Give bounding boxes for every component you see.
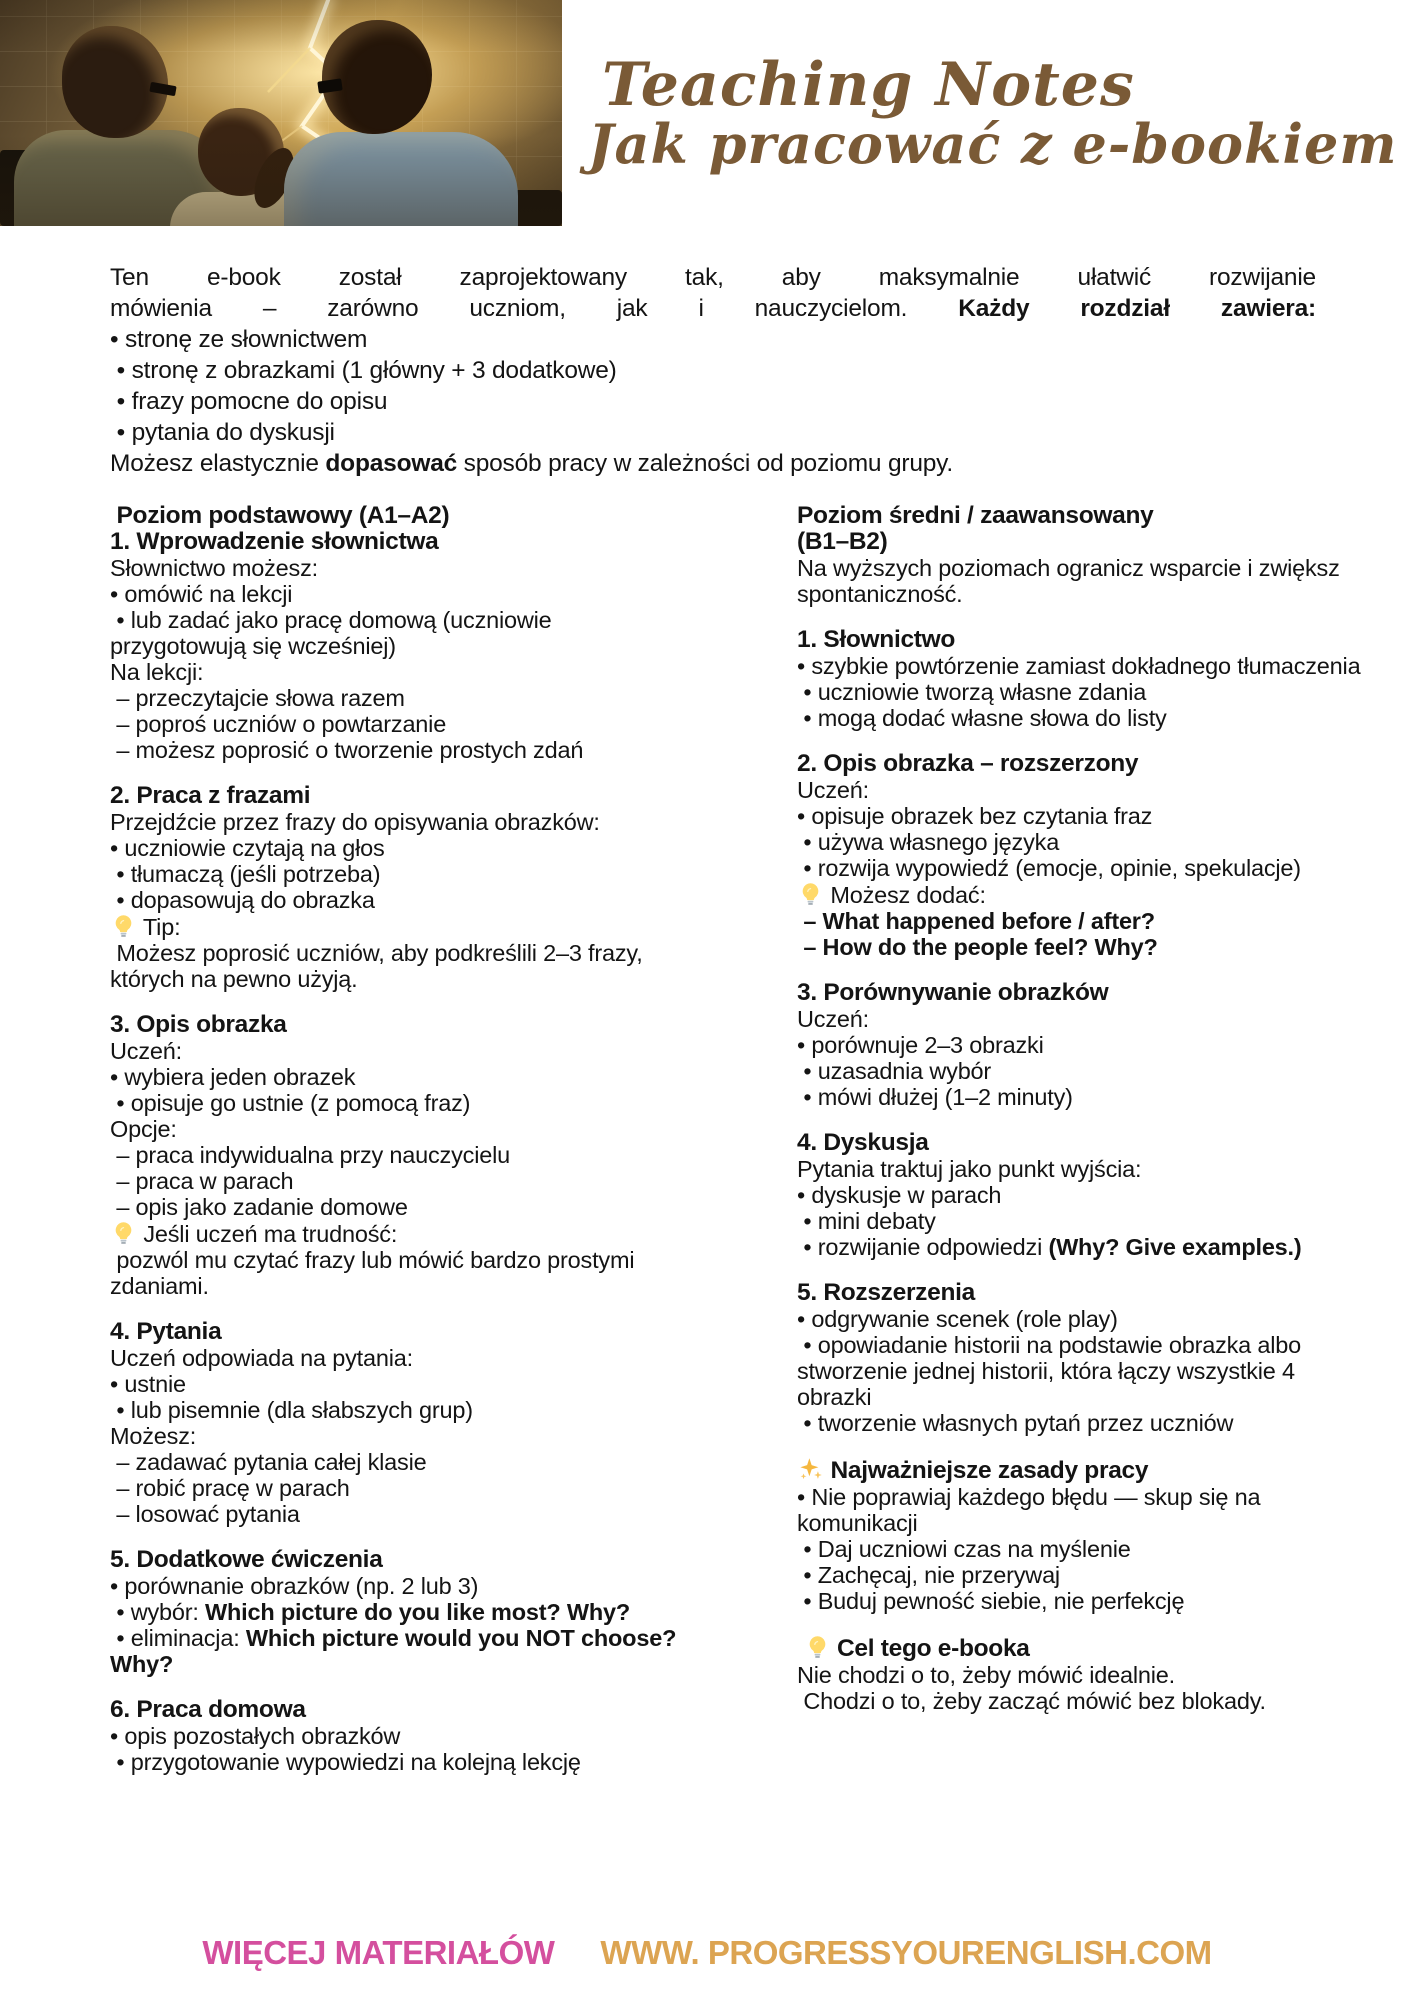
two-column-body: [110, 503, 1372, 1775]
text-run: • mówi dłużej (1–2 minuty): [797, 1084, 1073, 1110]
text-run: Nie chodzi o to, żeby mówić idealnie.: [797, 1662, 1175, 1688]
text-line: [110, 1142, 685, 1168]
section-heading: [797, 1280, 1372, 1306]
text-line: [110, 1449, 685, 1475]
right-column-intermediate-level: [797, 503, 1372, 1775]
text-line: [110, 887, 685, 913]
text-run: 6. Praca domowa: [110, 1696, 306, 1723]
text-line: [110, 1501, 685, 1527]
text-run: • frazy pomocne do opisu: [110, 388, 388, 415]
text-run: (Why? Give examples.): [1048, 1234, 1302, 1260]
text-line: [110, 324, 1316, 355]
text-line: [797, 934, 1372, 960]
text-line: [797, 1410, 1372, 1436]
text-line: [110, 355, 1316, 386]
left-column-basic-level: [110, 503, 685, 1775]
text-run: Chodzi o to, żeby zacząć mówić bez blokady.: [797, 1688, 1266, 1714]
text-run: • używa własnego języka: [797, 829, 1060, 855]
section-heading: [797, 529, 1372, 555]
text-run: – możesz poprosić o tworzenie prostych zdań: [110, 737, 584, 763]
text-run: Cel tego e-booka: [830, 1635, 1030, 1662]
section-heading: [110, 1697, 685, 1723]
text-line: [797, 705, 1372, 731]
footer: [0, 1934, 1414, 1972]
text-line: [110, 861, 685, 887]
lightbulb-icon: [797, 881, 824, 908]
text-line: [797, 1032, 1372, 1058]
text-line: [110, 809, 685, 835]
section-heading: [110, 783, 685, 809]
text-run: 1. Wprowadzenie słownictwa: [110, 528, 439, 555]
text-run: Każdy rozdział zawiera:: [958, 295, 1316, 322]
text-run: Na lekcji:: [110, 659, 204, 685]
section-heading: [797, 1130, 1372, 1156]
text-run: Możesz:: [110, 1423, 197, 1449]
text-run: • dopasowują do obrazka: [110, 887, 375, 913]
text-line: [797, 881, 1372, 908]
text-run: • opisuje go ustnie (z pomocą fraz): [110, 1090, 471, 1116]
text-run: • uczniowie czytają na głos: [110, 835, 385, 861]
text-run: • eliminacja:: [110, 1625, 246, 1651]
text-run: • wybór:: [110, 1599, 206, 1625]
text-run: • dyskusje w parach: [797, 1182, 1002, 1208]
text-line: [110, 293, 1316, 324]
section-heading: [797, 980, 1372, 1006]
text-run: sposób pracy w zależności od poziomu grupy.: [457, 450, 954, 477]
hero-image: [0, 0, 562, 226]
text-run: • Nie poprawiaj każdego błędu — skup się na komunikacji: [797, 1484, 1267, 1536]
section-heading: [797, 627, 1372, 653]
text-line: [797, 1688, 1372, 1714]
section-heading: [797, 503, 1372, 529]
lightbulb-icon: [804, 1634, 831, 1661]
text-line: [110, 659, 685, 685]
text-line: [110, 1194, 685, 1220]
text-run: Słownictwo możesz:: [110, 555, 318, 581]
text-line: [110, 1038, 685, 1064]
text-line: [110, 1116, 685, 1142]
text-run: Możesz poprosić uczniów, aby podkreślili 2–3 frazy, których na pewno użyją.: [110, 940, 649, 992]
text-run: • opis pozostałych obrazków: [110, 1723, 401, 1749]
text-run: Ten e-book został zaprojektowany tak, aby maksymalnie ułatwić rozwijanie: [110, 264, 1316, 291]
text-line: [797, 803, 1372, 829]
footer-website-link[interactable]: WWW. PROGRESSYOURENGLISH.COM: [600, 1934, 1212, 1971]
text-run: • stronę ze słownictwem: [110, 326, 368, 353]
text-run: Poziom podstawowy (A1–A2): [110, 502, 450, 529]
text-line: [110, 835, 685, 861]
text-run: dopasować: [325, 450, 458, 477]
text-line: [797, 1006, 1372, 1032]
text-run: • tłumaczą (jeśli potrzeba): [110, 861, 381, 887]
text-run: P: [797, 502, 814, 529]
text-run: Tip:: [137, 914, 181, 940]
text-run: – opis jako zadanie domowe: [110, 1194, 408, 1220]
text-run: pozwól mu czytać frazy lub mówić bardzo prostymi zdaniami.: [110, 1247, 641, 1299]
text-line: [110, 417, 1316, 448]
text-run: Which picture would you NOT choose? Why?: [110, 1625, 683, 1677]
text-run: • stronę z obrazkami (1 główny + 3 dodatkowe): [110, 357, 617, 384]
text-line: [110, 1423, 685, 1449]
text-run: • Zachęcaj, nie przerywaj: [797, 1562, 1060, 1588]
text-line: [797, 1234, 1372, 1260]
text-run: • omówić na lekcji: [110, 581, 293, 607]
text-line: [110, 1064, 685, 1090]
text-run: Uczeń:: [110, 1038, 182, 1064]
text-line: [110, 1090, 685, 1116]
text-run: • Daj uczniowi czas na myślenie: [797, 1536, 1131, 1562]
text-line: [797, 1588, 1372, 1614]
text-run: – praca indywidualna przy nauczycielu: [110, 1142, 510, 1168]
text-run: Uczeń:: [797, 1006, 869, 1032]
header: [566, 0, 1414, 226]
text-run: • szybkie powtórzenie zamiast dokładnego tłumaczenia: [797, 653, 1361, 679]
text-run: – praca w parach: [110, 1168, 294, 1194]
text-run: • porównuje 2–3 obrazki: [797, 1032, 1044, 1058]
text-line: [110, 1599, 685, 1625]
text-line: [110, 1247, 685, 1299]
text-run: • opowiadanie historii na podstawie obrazka albo stworzenie jednej historii, która łączy wszystkie 4 obrazki: [797, 1332, 1308, 1410]
lightbulb-icon: [110, 1220, 137, 1247]
text-line: [797, 1536, 1372, 1562]
text-run: – How do the people feel? Why?: [797, 934, 1158, 960]
intro-paragraph: [110, 262, 1316, 479]
text-line: [797, 1662, 1372, 1688]
text-run: • pytania do dyskusji: [110, 419, 335, 446]
text-line: [797, 1484, 1372, 1536]
text-line: [110, 555, 685, 581]
text-run: – przeczytajcie słowa razem: [110, 685, 405, 711]
sparkles-icon: [797, 1456, 824, 1483]
section-heading: [110, 1012, 685, 1038]
text-run: 5. Dodatkowe ćwiczenia: [110, 1546, 383, 1573]
text-line: [110, 1475, 685, 1501]
text-line: [110, 1625, 685, 1677]
text-line: [797, 1058, 1372, 1084]
text-run: Which picture do you like most? Why?: [205, 1599, 631, 1625]
text-line: [797, 777, 1372, 803]
text-run: Opcje:: [110, 1116, 177, 1142]
text-line: [797, 1182, 1372, 1208]
text-line: [797, 1332, 1372, 1410]
text-run: Na wyższych poziomach ogranicz wsparcie i zwiększ spontaniczność.: [797, 555, 1346, 607]
text-line: [110, 1168, 685, 1194]
footer-more-materials-label: WIĘCEJ MATERIAŁÓW: [202, 1934, 555, 1971]
section-heading: [797, 1456, 1372, 1484]
text-line: [110, 737, 685, 763]
text-run: • Buduj pewność siebie, nie perfekcję: [797, 1588, 1185, 1614]
text-run: – robić pracę w parach: [110, 1475, 350, 1501]
text-run: mówienia – zarówno uczniom, jak i nauczycielom.: [110, 295, 959, 322]
text-run: • uzasadnia wybór: [797, 1058, 992, 1084]
text-run: oziom średni / zaawansowany: [813, 502, 1154, 529]
text-line: [797, 829, 1372, 855]
text-run: 1. Słownictwo: [797, 626, 956, 653]
section-heading: [110, 1319, 685, 1345]
text-line: [110, 262, 1316, 293]
lightbulb-icon: [110, 913, 137, 940]
text-run: Możesz dodać:: [824, 882, 986, 908]
text-line: [797, 1208, 1372, 1234]
text-line: [110, 1397, 685, 1423]
text-run: 2. Opis obrazka – rozszerzony: [797, 750, 1139, 777]
text-run: Przejdźcie przez frazy do opisywania obrazków:: [110, 809, 600, 835]
text-run: • porównanie obrazków (np. 2 lub 3): [110, 1573, 479, 1599]
text-line: [110, 685, 685, 711]
text-run: Pytania traktuj jako punkt wyjścia:: [797, 1156, 1142, 1182]
text-run: • opisuje obrazek bez czytania fraz: [797, 803, 1153, 829]
text-line: [797, 679, 1372, 705]
text-run: – poproś uczniów o powtarzanie: [110, 711, 447, 737]
text-line: [797, 1306, 1372, 1332]
text-run: Uczeń odpowiada na pytania:: [110, 1345, 413, 1371]
text-line: [797, 653, 1372, 679]
text-run: • lub pisemnie (dla słabszych grup): [110, 1397, 473, 1423]
text-line: [110, 1573, 685, 1599]
text-run: 5. Rozszerzenia: [797, 1279, 975, 1306]
section-heading: [797, 751, 1372, 777]
section-heading: [110, 529, 685, 555]
page-subtitle: Jak pracować z e-bookiem: [588, 112, 1398, 177]
text-run: (B1–B2): [797, 528, 888, 555]
text-line: [110, 1723, 685, 1749]
text-run: 3. Opis obrazka: [110, 1011, 287, 1038]
text-line: [110, 386, 1316, 417]
text-line: [110, 711, 685, 737]
text-line: [110, 1749, 685, 1775]
text-line: [797, 1156, 1372, 1182]
text-run: • mini debaty: [797, 1208, 936, 1234]
text-run: 2. Praca z frazami: [110, 782, 311, 809]
vignette-overlay: [0, 0, 562, 226]
text-run: Możesz elastycznie: [110, 450, 326, 477]
section-heading: [110, 1547, 685, 1573]
text-run: 4. Pytania: [110, 1318, 222, 1345]
text-line: [110, 448, 1316, 479]
section-heading: [797, 1634, 1372, 1662]
text-run: Uczeń:: [797, 777, 869, 803]
text-run: • lub zadać jako pracę domową (uczniowie przygotowują się wcześniej): [110, 607, 558, 659]
text-line: [110, 1345, 685, 1371]
text-run: 4. Dyskusja: [797, 1129, 929, 1156]
text-line: [797, 908, 1372, 934]
text-line: [110, 1371, 685, 1397]
section-heading: [110, 503, 685, 529]
text-run: • odgrywanie scenek (role play): [797, 1306, 1118, 1332]
text-run: – zadawać pytania całej klasie: [110, 1449, 427, 1475]
text-line: [110, 1220, 685, 1247]
text-run: • wybiera jeden obrazek: [110, 1064, 356, 1090]
text-line: [110, 940, 685, 992]
text-line: [797, 1084, 1372, 1110]
text-run: Najważniejsze zasady pracy: [824, 1457, 1149, 1484]
text-run: • mogą dodać własne słowa do listy: [797, 705, 1167, 731]
text-run: – What happened before / after?: [797, 908, 1155, 934]
text-line: [797, 555, 1372, 607]
text-run: • rozwija wypowiedź (emocje, opinie, spekulacje): [797, 855, 1301, 881]
text-line: [797, 1562, 1372, 1588]
text-run: • przygotowanie wypowiedzi na kolejną lekcję: [110, 1749, 581, 1775]
text-run: – losować pytania: [110, 1501, 300, 1527]
text-run: • tworzenie własnych pytań przez uczniów: [797, 1410, 1234, 1436]
page-title: Teaching Notes: [602, 49, 1135, 120]
text-line: [797, 855, 1372, 881]
text-run: • ustnie: [110, 1371, 186, 1397]
text-run: • rozwijanie odpowiedzi: [797, 1234, 1049, 1260]
text-line: [110, 607, 685, 659]
text-line: [110, 581, 685, 607]
text-line: [110, 913, 685, 940]
text-run: • uczniowie tworzą własne zdania: [797, 679, 1147, 705]
text-run: Jeśli uczeń ma trudność:: [137, 1221, 398, 1247]
text-run: 3. Porównywanie obrazków: [797, 979, 1109, 1006]
